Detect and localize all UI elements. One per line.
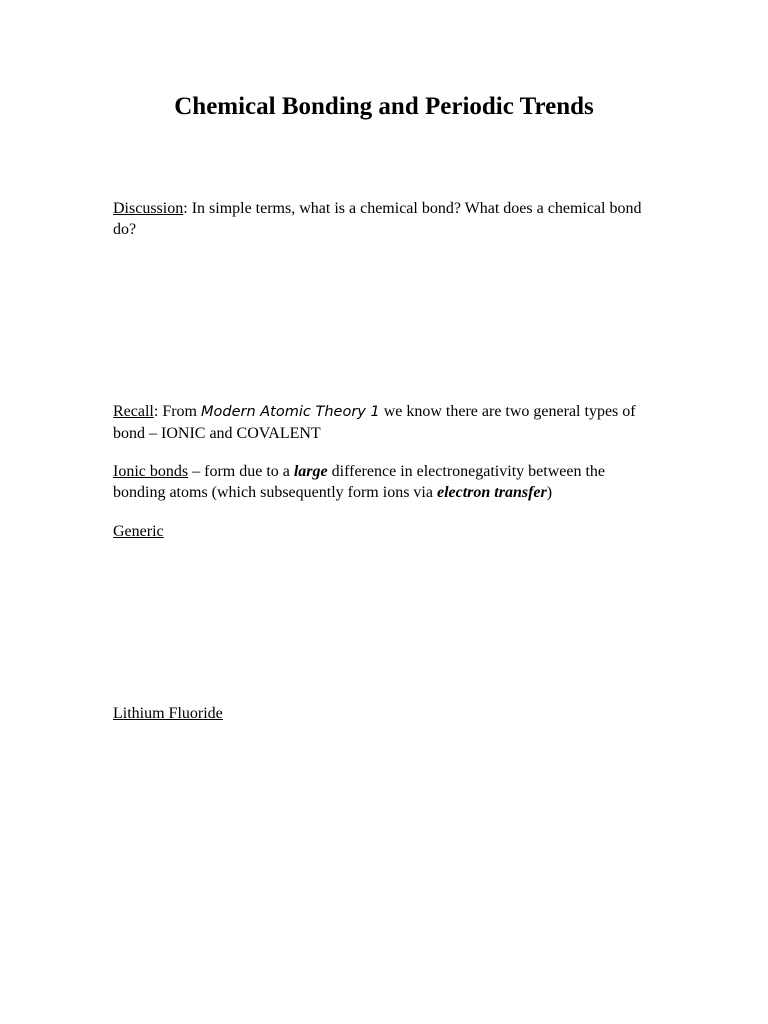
- generic-heading: Generic: [113, 523, 164, 540]
- generic-heading-paragraph: [113, 521, 658, 542]
- ionic-emphasis-electron-transfer: electron transfer: [436, 484, 547, 501]
- discussion-separator: :: [183, 200, 188, 217]
- ionic-bonds-label: Ionic bonds: [113, 463, 189, 480]
- ionic-text-1: – form due to a: [188, 463, 294, 480]
- recall-label: Recall: [113, 403, 154, 420]
- lithium-fluoride-heading: Lithium Fluoride: [113, 705, 223, 722]
- ionic-bonds-paragraph: [113, 461, 658, 503]
- ionic-text-3: ): [546, 484, 553, 501]
- lithium-fluoride-heading-paragraph: [113, 703, 658, 724]
- recall-source-title: Modern Atomic Theory 1: [201, 404, 380, 420]
- recall-text: we know there are two general types of bond – IONIC and COVALENT: [113, 403, 636, 442]
- recall-paragraph: [113, 401, 658, 444]
- ionic-text-2: difference in electronegativity between the bonding atoms (which subsequently form ions via: [113, 463, 605, 501]
- recall-separator: : From: [153, 403, 201, 420]
- discussion-paragraph: [113, 198, 658, 240]
- discussion-label: Discussion: [113, 200, 184, 217]
- page-title: Chemical Bonding and Periodic Trends: [174, 93, 594, 120]
- discussion-text: In simple terms, what is a chemical bond? What does a chemical bond do?: [113, 200, 642, 238]
- ionic-emphasis-large: large: [293, 463, 328, 480]
